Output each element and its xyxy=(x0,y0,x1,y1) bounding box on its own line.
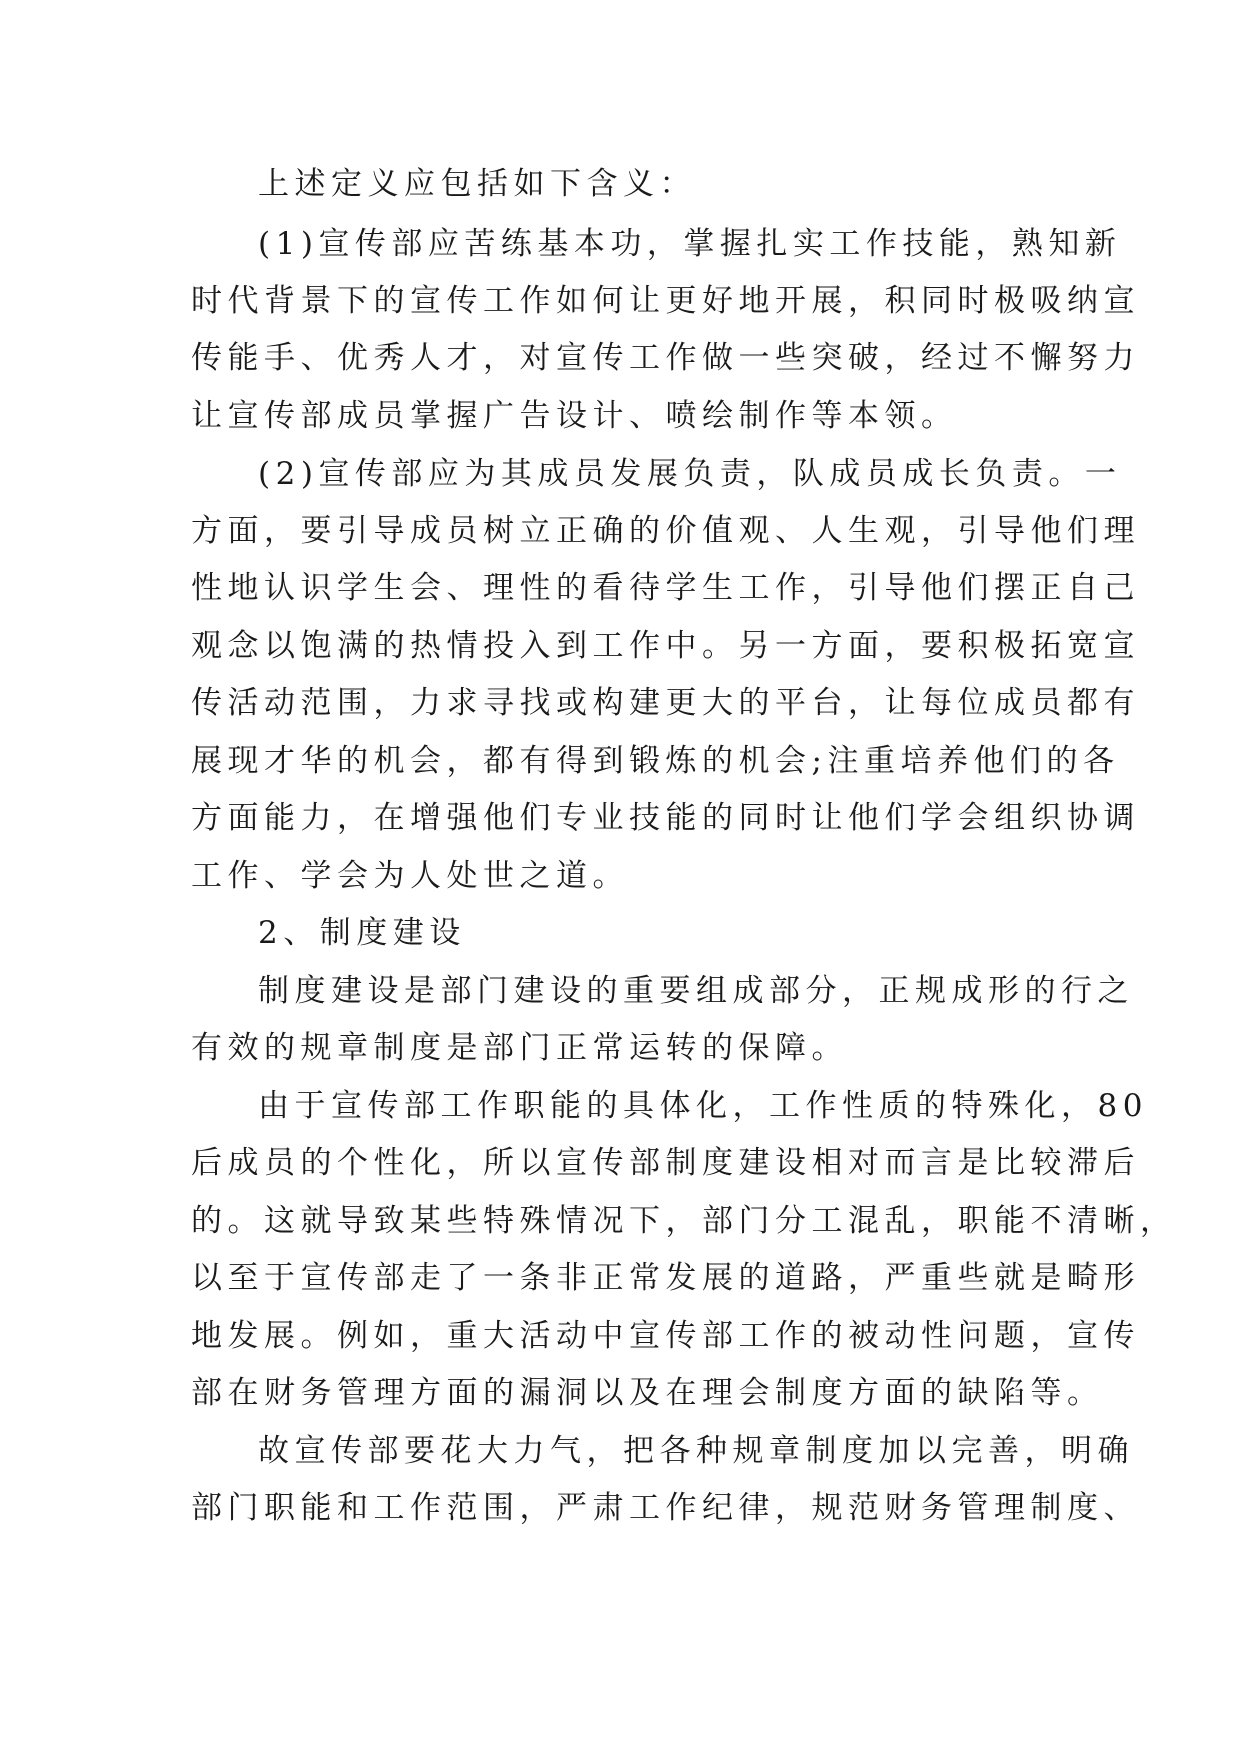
text-line: 观念以饱满的热情投入到工作中。另一方面，要积极拓宽宣 xyxy=(191,628,1140,664)
text-line: 的。这就导致某些特殊情况下，部门分工混乱，职能不清晰， xyxy=(191,1203,1177,1239)
text-line: 后成员的个性化，所以宣传部制度建设相对而言是比较滞后 xyxy=(191,1145,1140,1181)
section-heading: 2、制度建设 xyxy=(258,915,466,951)
text-line: 方面，要引导成员树立正确的价值观、人生观，引导他们理 xyxy=(191,513,1140,549)
text-line: 上述定义应包括如下含义： xyxy=(258,166,696,202)
text-line: 让宣传部成员掌握广告设计、喷绘制作等本领。 xyxy=(191,398,958,434)
text-line: 工作、学会为人处世之道。 xyxy=(191,858,629,894)
text-line: 方面能力，在增强他们专业技能的同时让他们学会组织协调 xyxy=(191,800,1140,836)
text-line: 地发展。例如，重大活动中宣传部工作的被动性问题，宣传 xyxy=(191,1318,1140,1354)
text-line: 以至于宣传部走了一条非正常发展的道路，严重些就是畸形 xyxy=(191,1260,1140,1296)
text-line: 故宣传部要花大力气，把各种规章制度加以完善，明确 xyxy=(258,1433,1134,1469)
text-line: (1)宣传部应苦练基本功，掌握扎实工作技能，熟知新 xyxy=(258,226,1122,262)
text-line: 时代背景下的宣传工作如何让更好地开展，积同时极吸纳宣 xyxy=(191,283,1140,319)
text-line: 展现才华的机会，都有得到锻炼的机会;注重培养他们的各 xyxy=(191,743,1120,779)
text-line: 传活动范围，力求寻找或构建更大的平台，让每位成员都有 xyxy=(191,685,1140,721)
text-line: 传能手、优秀人才，对宣传工作做一些突破，经过不懈努力 xyxy=(191,340,1140,376)
text-line: 部在财务管理方面的漏洞以及在理会制度方面的缺陷等。 xyxy=(191,1375,1104,1411)
text-line: 性地认识学生会、理性的看待学生工作，引导他们摆正自己 xyxy=(191,570,1140,606)
text-line: 部门职能和工作范围，严肃工作纪律，规范财务管理制度、 xyxy=(191,1490,1140,1526)
text-line: 由于宣传部工作职能的具体化，工作性质的特殊化，80 xyxy=(258,1088,1148,1124)
text-line: 制度建设是部门建设的重要组成部分，正规成形的行之 xyxy=(258,973,1134,1009)
text-line: (2)宣传部应为其成员发展负责，队成员成长负责。一 xyxy=(258,456,1122,492)
text-line: 有效的规章制度是部门正常运转的保障。 xyxy=(191,1030,848,1066)
